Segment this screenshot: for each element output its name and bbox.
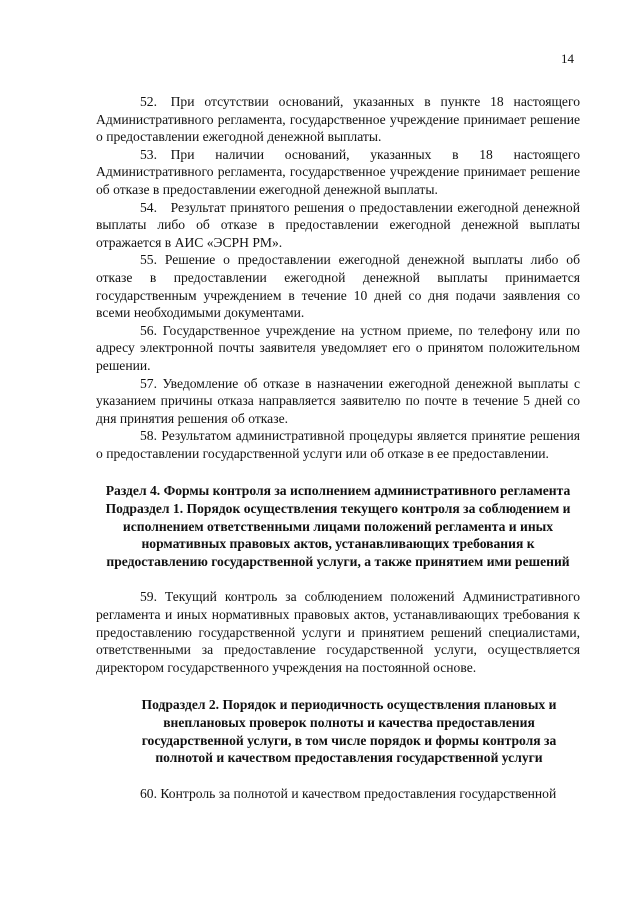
page-number: 14	[561, 51, 574, 66]
paragraph-58: 58. Результатом административной процедуры является принятие решения о предоставлении государственной услуги или об отказе в ее предоставлении.	[96, 428, 580, 461]
subsection-2-title: Подраздел 2. Порядок и периодичность осуществления плановых и внеплановых проверок полноты и качества предоставления государственной услуги, в том числе порядок и формы контроля за полнотой и качеством предоставления государственной услуги	[141, 697, 557, 766]
paragraph-53: 53. При наличии оснований, указанных в 18 настоящего Административного регламента, государственное учреждение принимает решение об отказе в предоставлении ежегодной денежной выплаты.	[96, 146, 580, 197]
section-4-title: Раздел 4. Формы контроля за исполнением административного регламента	[105, 483, 571, 499]
subsection-1-title: Подраздел 1. Порядок осуществления текущего контроля за соблюдением и исполнением ответственными лицами положений регламента и иных нормативных правовых актов, устанавливающих требования к предоставлению государственной услуги, а также принятием ими решений	[105, 501, 571, 569]
paragraph-54: 54. Результат принятого решения о предоставлении ежегодной денежной выплаты либо об отказе в предоставлении ежегодной денежной выплаты отражается в АИС «ЭСРН РМ».	[96, 199, 580, 250]
paragraph-59: 59. Текущий контроль за соблюдением положений Административного регламента и иных нормативных правовых актов, устанавливающих требования к предоставлению государственной услуги и принятием решений специалистами, ответственными за предоставление государственной услуги, осуществляется директором государственного учреждения на постоянной основе.	[96, 589, 580, 675]
document-body	[96, 93, 580, 802]
paragraph-56: 56. Государственное учреждение на устном приеме, по телефону или по адресу электронной почты заявителя уведомляет его о принятом положительном решении.	[96, 322, 580, 373]
paragraph-55: 55. Решение о предоставлении ежегодной денежной выплаты либо об отказе в предоставлении ежегодной денежной выплаты принимается государственным учреждением в течение 10 дней со дня подачи заявления со всеми необходимыми документами.	[96, 252, 580, 321]
paragraph-52: 52. При отсутствии оснований, указанных в пункте 18 настоящего Административного регламента, государственное учреждение принимает решение о предоставлении ежегодной денежной выплаты.	[96, 94, 580, 145]
paragraph-57: 57. Уведомление об отказе в назначении ежегодной денежной выплаты с указанием причины отказа направляется заявителю по почте в течение 5 дней со дня принятия решения об отказе.	[96, 375, 580, 426]
paragraph-60: 60. Контроль за полнотой и качеством предоставления государственной	[140, 785, 557, 801]
